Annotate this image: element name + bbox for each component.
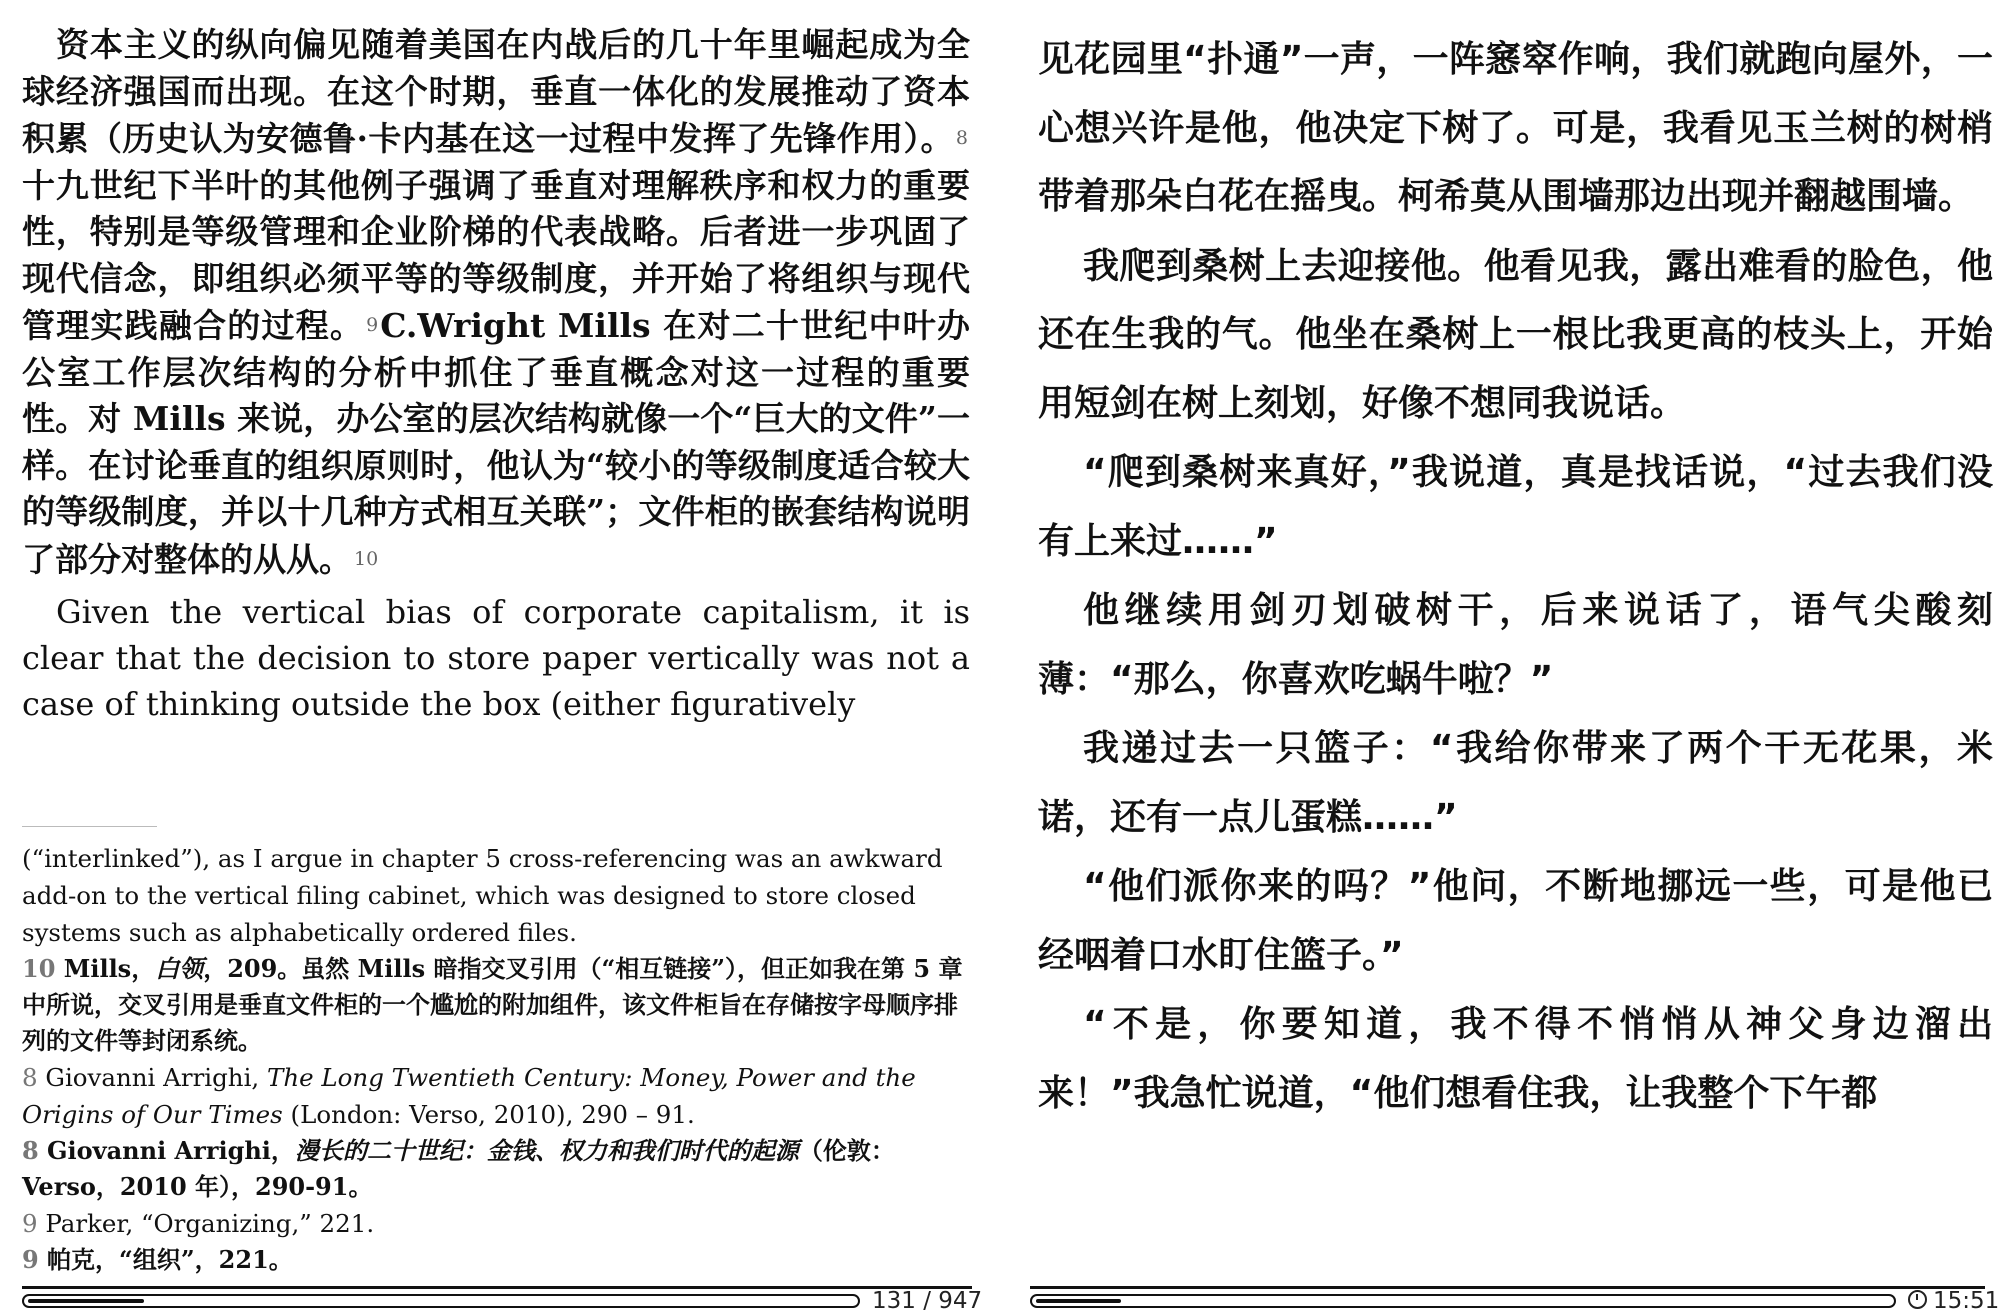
progress-fill (1036, 1299, 1121, 1303)
left-page (0, 0, 1000, 1313)
right-page (1020, 0, 2000, 1313)
left-body-text (22, 22, 970, 727)
paragraph: 我爬到桑树上去迎接他。他看见我，露出难看的脸色，他还在生我的气。他坐在桑树上一根比我更高的枝头上，开始用短剑在树上刻划，好像不想同我说话。 (1038, 245, 1993, 424)
status-divider (1030, 1286, 1985, 1289)
progress-fill (28, 1299, 144, 1303)
clock: 15:51 (1908, 1288, 1999, 1314)
footnote-ref-10[interactable]: 10 (354, 547, 379, 570)
footnotes (22, 840, 972, 1278)
footnote-9-en: 9 Parker, “Organizing,” 221. (22, 1209, 375, 1238)
footnote-continuation: (“interlinked”), as I argue in chapter 5 cross-referencing was an awkward add-on to the vertical filing cabinet, which was designed to store closed systems such as alphabetically ordered files. (22, 844, 943, 947)
clock-icon (1908, 1290, 1927, 1309)
paragraph-zh: 资本主义的纵向偏见随着美国在内战后的几十年里崛起成为全球经济强国而出现。在这个时期，垂直一体化的发展推动了资本积累（历史认为安德鲁·卡内基在这一过程中发挥了先锋作用）。 $^8$十九世纪下半叶的其他例子强调了垂直对理解秩序和权力的重要性，特别是等级管理和企业阶梯的代表战略。后者进一步巩固了现代信念，即组织必须平等的等级制度，并开始了将组织与现代管理实践融合的过程。 $^9$C.Wright Mills 在对二十世纪中叶办公室工作层次结构的分析中抓住了垂直概念对这一过程的重要性。对 Mills 来说，办公室的层次结构就像一个“巨大的文件”一样。在讨论垂直的组织原则时，他认为“较小的等级制度适合较大的等级制度，并以十几种方式相互关联”；文件柜的嵌套结构说明了部分对整体的从从。 $^{10}$ (22, 25, 970, 579)
reading-progress-bar[interactable] (1030, 1294, 1896, 1308)
footnote-8-en: 8 Giovanni Arrighi, The Long Twentieth Century: Money, Power and the Origins of Our Times (London: Verso, 2010), 290 – 91. (22, 1063, 916, 1129)
footnote-divider (22, 826, 157, 827)
paragraph: 我递过去一只篮子：“我给你带来了两个干无花果，米诺，还有一点儿蛋糕……” (1038, 728, 1993, 838)
footnote-8-zh: 8 Giovanni Arrighi，漫长的二十世纪：金钱、权力和我们时代的起源（伦敦：Verso，2010 年），290-91。 (22, 1136, 895, 1201)
reading-progress-bar[interactable] (22, 1294, 860, 1308)
footnote-10-zh: 10 Mills，白领，209。虽然 Mills 暗指交叉引用（“相互链接”），但正如我在第 5 章中所说，交叉引用是垂直文件柜的一个尴尬的附加组件，该文件柜旨在存储按字母顺序排列的文件等封闭系统。 (22, 954, 963, 1055)
paragraph: “爬到桑树来真好，”我说道，真是找话说，“过去我们没有上来过……” (1038, 452, 1993, 562)
paragraph: “不是，你要知道，我不得不悄悄从神父身边溜出来！”我急忙说道，“他们想看住我，让我整个下午都 (1038, 1004, 1993, 1114)
footnote-9-zh: 9 帕克，“组织”，221。 (22, 1245, 293, 1274)
paragraph: “他们派你来的吗？”他问，不断地挪远一些，可是他已经咽着口水盯住篮子。” (1038, 866, 1993, 976)
footnote-ref-8[interactable]: 8 (955, 127, 968, 149)
paragraph-en: Given the vertical bias of corporate capitalism, it is clear that the decision to store paper vertically was not a case of thinking outside the box (either figuratively (22, 593, 970, 723)
paragraph: 他继续用剑刃划破树干，后来说话了，语气尖酸刻薄：“那么，你喜欢吃蜗牛啦？” (1038, 590, 1993, 700)
paragraph: 见花园里“扑通”一声，一阵窸窣作响，我们就跑向屋外，一心想兴许是他，他决定下树了。可是，我看见玉兰树的树梢带着那朵白花在摇曳。柯希莫从围墙那边出现并翻越围墙。 (1038, 39, 1993, 217)
footnote-ref-9[interactable]: 9 (366, 314, 379, 336)
status-divider (22, 1286, 972, 1289)
page-counter: 131 / 947 (872, 1288, 983, 1314)
right-body-text (1038, 26, 1993, 1128)
